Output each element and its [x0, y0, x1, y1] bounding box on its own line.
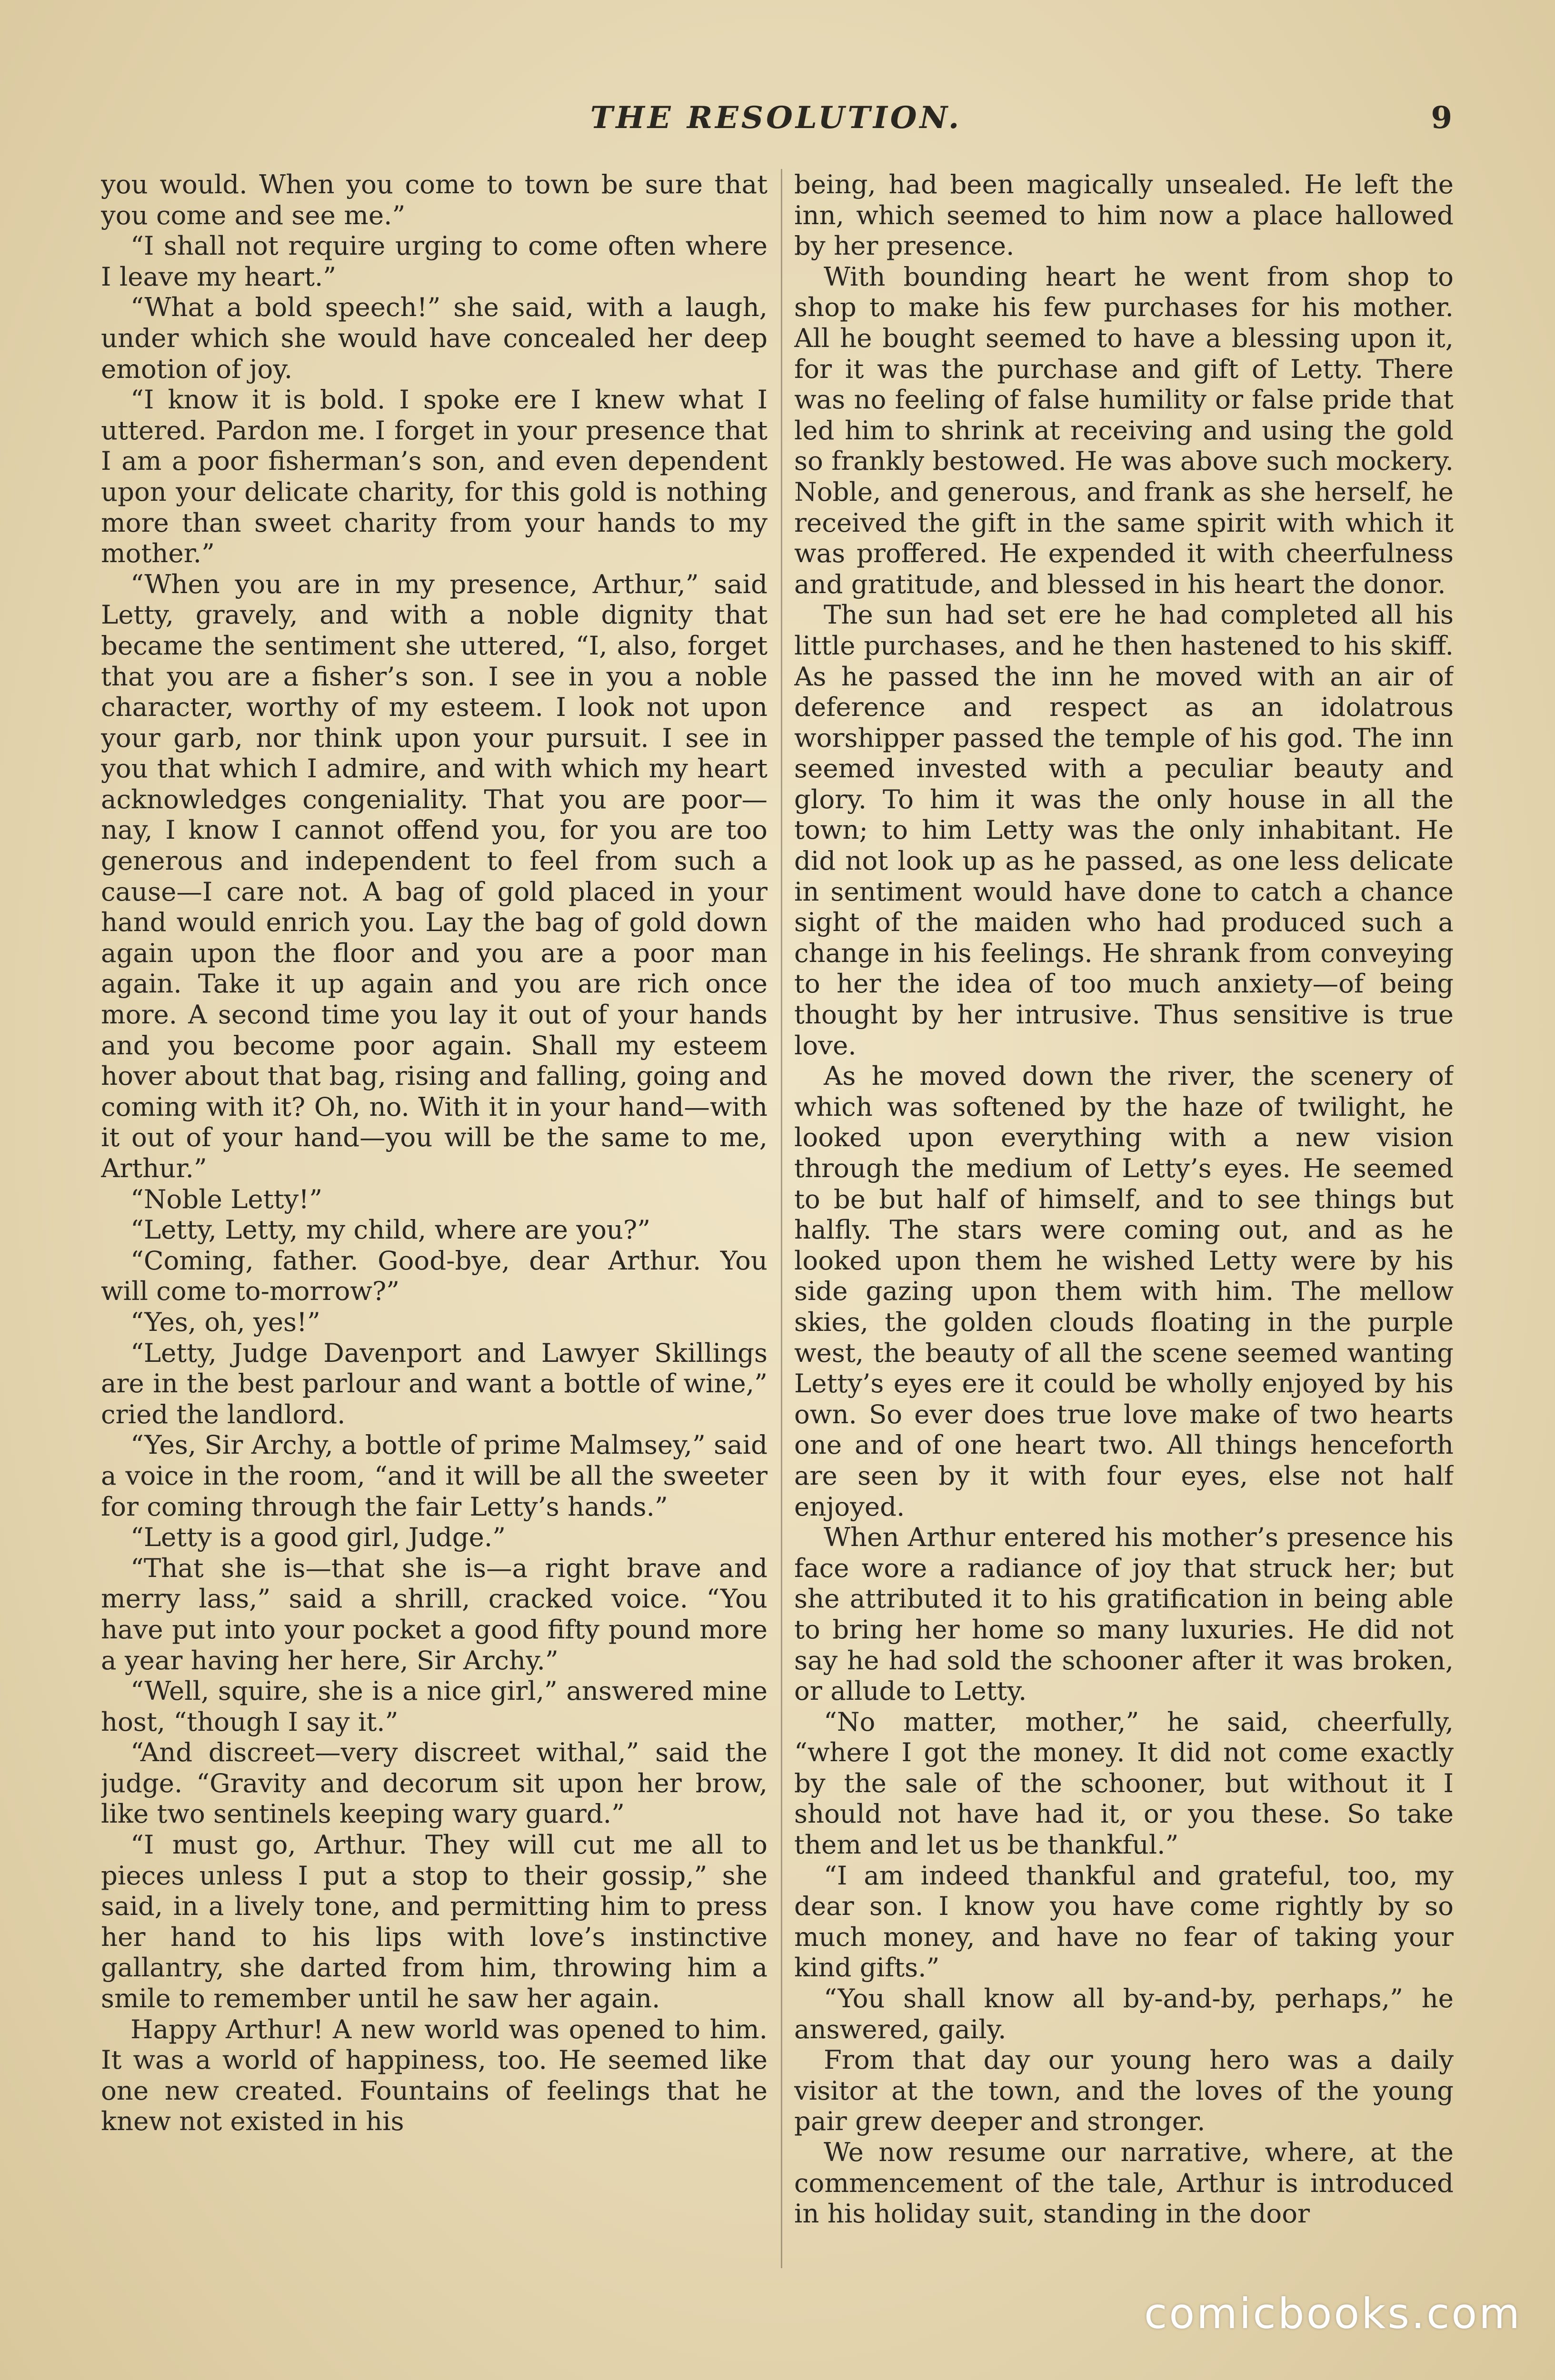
running-title: THE RESOLUTION.	[590, 100, 962, 136]
paragraph: “No matter, mother,” he said, cheerfully, “where I got the money. It did not come exactly by the sale of the schooner, but without it I should not have had it, or you these. So take them and let us be thankful.”	[794, 1706, 1454, 1860]
paragraph: “And discreet—very discreet withal,” said the judge. “Gravity and decorum sit upon her brow, like two sentinels keeping wary guard.”	[101, 1737, 768, 1829]
paragraph: being, had been magically unsealed. He left the inn, which seemed to him now a place hallowed by her presence.	[794, 169, 1454, 261]
paragraph: you would. When you come to town be sure that you come and see me.”	[101, 169, 768, 230]
paragraph: “You shall know all by-and-by, perhaps,” he answered, gaily.	[794, 1983, 1454, 2044]
right-text-column	[794, 169, 1454, 2268]
paragraph: From that day our young hero was a daily visitor at the town, and the loves of the young pair grew deeper and stronger.	[794, 2044, 1454, 2137]
paragraph: “Coming, father. Good-bye, dear Arthur. You will come to-morrow?”	[101, 1245, 768, 1307]
left-text-column	[101, 169, 768, 2268]
paragraph: “That she is—that she is—a right brave and merry lass,” said a shrill, cracked voice. “You have put into your pocket a good fifty pound more a year having her here, Sir Archy.”	[101, 1552, 768, 1676]
paragraph: “Noble Letty!”	[130, 1183, 323, 1214]
paragraph: “Yes, oh, yes!”	[130, 1306, 320, 1337]
paragraph: As he moved down the river, the scenery of which was softened by the haze of twilight, he looked upon everything with a new vision through the medium of Letty’s eyes. He seemed to be but half of himself, and to see things but halfly. The stars were coming out, and as he looked upon them he wished Letty were by his side gazing upon them with him. The mellow skies, the golden clouds floating in the purple west, the beauty of all the scene seemed wanting Letty’s eyes ere it could be wholly enjoyed by his own. So ever does true love make of two hearts one and of one heart two. All things henceforth are seen by it with four eyes, else not half enjoyed.	[794, 1061, 1454, 1522]
paragraph: “Letty, Letty, my child, where are you?”	[130, 1214, 651, 1245]
paragraph: “I know it is bold. I spoke ere I knew what I uttered. Pardon me. I forget in your presence that I am a poor fisherman’s son, and even dependent upon your delicate charity, for this gold is nothing more than sweet charity from your hands to my mother.”	[101, 384, 768, 569]
page-number: 9	[1431, 100, 1452, 136]
column-divider	[781, 169, 782, 2268]
paragraph: “When you are in my presence, Arthur,” said Letty, gravely, and with a noble dignity that became the sentiment she uttered, “I, also, forget that you are a fisher’s son. I see in you a noble character, worthy of my esteem. I look not upon your garb, nor think upon your pursuit. I see in you that which I admire, and with which my heart acknowledges congeniality. That you are poor—nay, I know I cannot offend you, for you are too generous and independent to feel from such a cause—I care not. A bag of gold placed in your hand would enrich you. Lay the bag of gold down again upon the floor and you are a poor man again. Take it up again and you are rich once more. A second time you lay it out of your hands and you become poor again. Shall my esteem hover about that bag, rising and falling, going and coming with it? Oh, no. With it in your hand—with it out of your hand—you will be the same to me, Arthur.”	[101, 568, 768, 1183]
paragraph: “I am indeed thankful and grateful, too, my dear son. I know you have come rightly by so much money, and have no fear of taking your kind gifts.”	[794, 1860, 1454, 1983]
watermark: comicbooks.com	[1144, 2289, 1522, 2338]
paragraph: “I shall not require urging to come often where I leave my heart.”	[101, 230, 768, 292]
paragraph: “Yes, Sir Archy, a bottle of prime Malmsey,” said a voice in the room, “and it will be all the sweeter for coming through the fair Letty’s hands.”	[101, 1429, 768, 1522]
paragraph: “Letty is a good girl, Judge.”	[130, 1522, 506, 1553]
paragraph: “Well, squire, she is a nice girl,” answered mine host, “though I say it.”	[101, 1676, 768, 1737]
paragraph: “What a bold speech!” she said, with a laugh, under which she would have concealed her deep emotion of joy.	[101, 292, 768, 384]
paragraph: “I must go, Arthur. They will cut me all to pieces unless I put a stop to their gossip,” she said, in a lively tone, and permitting him to press her hand to his lips with love’s instinctive gallantry, she darted from him, throwing him a smile to remember until he saw her again.	[101, 1829, 768, 2014]
paragraph: With bounding heart he went from shop to shop to make his few purchases for his mother. All he bought seemed to have a blessing upon it, for it was the purchase and gift of Letty. There was no feeling of false humility or false pride that led him to shrink at receiving and using the gold so frankly bestowed. He was above such mockery. Noble, and generous, and frank as she herself, he received the gift in the same spirit with which it was proffered. He expended it with cheerfulness and gratitude, and blessed in his heart the donor.	[794, 261, 1454, 599]
page-header	[100, 100, 1452, 152]
paragraph: We now resume our narrative, where, at the commencement of the tale, Arthur is introduced in his holiday suit, standing in the door	[794, 2137, 1454, 2229]
paragraph: When Arthur entered his mother’s presence his face wore a radiance of joy that struck her; but she attributed it to his gratification in being able to bring her home so many luxuries. He did not say he had sold the schooner after it was broken, or allude to Letty.	[794, 1522, 1454, 1706]
paragraph: The sun had set ere he had completed all his little purchases, and he then hastened to his skiff. As he passed the inn he moved with an air of deference and respect as an idolatrous worshipper passed the temple of his god. The inn seemed invested with a peculiar beauty and glory. To him it was the only house in all the town; to him Letty was the only inhabitant. He did not look up as he passed, as one less delicate in sentiment would have done to catch a chance sight of the maiden who had produced such a change in his feelings. He shrank from conveying to her the idea of too much anxiety—of being thought by her intrusive. Thus sensitive is true love.	[794, 599, 1454, 1061]
paragraph: “Letty, Judge Davenport and Lawyer Skillings are in the best parlour and want a bottle of wine,” cried the landlord.	[101, 1337, 768, 1429]
paragraph: Happy Arthur! A new world was opened to him. It was a world of happiness, too. He seemed like one new created. Fountains of feelings that he knew not existed in his	[101, 2013, 768, 2137]
